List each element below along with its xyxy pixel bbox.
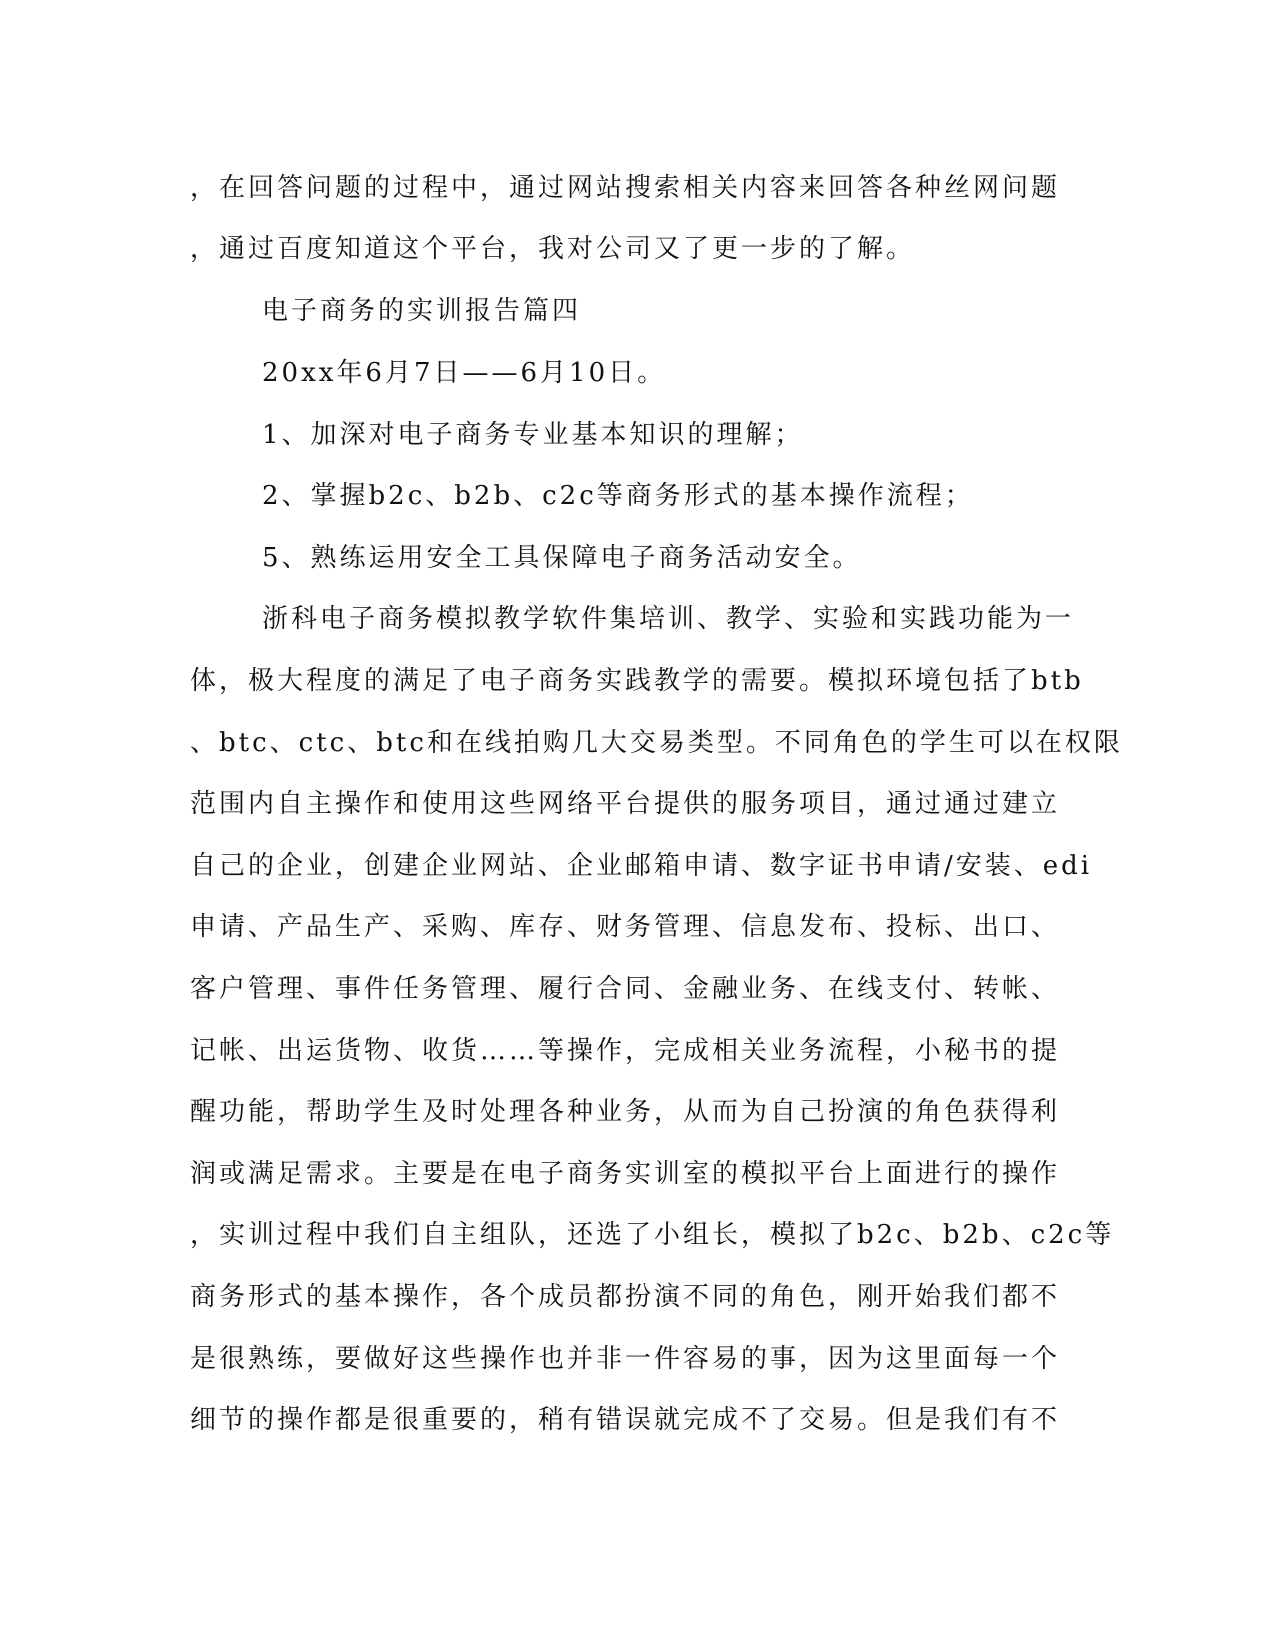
paragraph-line: 体，极大程度的满足了电子商务实践教学的需要。模拟环境包括了btb [190,666,1084,696]
list-item: 1、加深对电子商务专业基本知识的理解； [262,420,804,450]
paragraph-line: ，实训过程中我们自主组队，还选了小组长，模拟了b2c、b2b、c2c等 [190,1220,1115,1250]
paragraph-line: 、btc、ctc、btc和在线拍购几大交易类型。不同角色的学生可以在权限 [190,728,1123,758]
paragraph-line: ，在回答问题的过程中，通过网站搜索相关内容来回答各种丝网问题 [190,173,1061,203]
paragraph-line: 浙科电子商务模拟教学软件集培训、教学、实验和实践功能为一 [262,604,1075,634]
paragraph-line: 润或满足需求。主要是在电子商务实训室的模拟平台上面进行的操作 [190,1159,1061,1189]
date-line: 20xx年6月7日——6月10日。 [262,358,667,388]
paragraph-line: 醒功能，帮助学生及时处理各种业务，从而为自己扮演的角色获得利 [190,1097,1061,1127]
section-heading: 电子商务的实训报告篇四 [262,296,582,326]
paragraph-line: 是很熟练，要做好这些操作也并非一件容易的事，因为这里面每一个 [190,1344,1061,1374]
paragraph-line: 记帐、出运货物、收货……等操作，完成相关业务流程，小秘书的提 [190,1036,1061,1066]
paragraph-line: 自己的企业，创建企业网站、企业邮箱申请、数字证书申请/安装、edi [190,851,1093,881]
list-item: 5、熟练运用安全工具保障电子商务活动安全。 [262,543,862,573]
paragraph-line: 客户管理、事件任务管理、履行合同、金融业务、在线支付、转帐、 [190,974,1061,1004]
paragraph-line: 细节的操作都是很重要的，稍有错误就完成不了交易。但是我们有不 [190,1405,1061,1435]
paragraph-line: 申请、产品生产、采购、库存、财务管理、信息发布、投标、出口、 [190,912,1061,942]
paragraph-line: 商务形式的基本操作，各个成员都扮演不同的角色，刚开始我们都不 [190,1282,1061,1312]
paragraph-line: ，通过百度知道这个平台，我对公司又了更一步的了解。 [190,234,916,264]
list-item: 2、掌握b2c、b2b、c2c等商务形式的基本操作流程； [262,481,974,511]
paragraph-line: 范围内自主操作和使用这些网络平台提供的服务项目，通过通过建立 [190,789,1061,819]
